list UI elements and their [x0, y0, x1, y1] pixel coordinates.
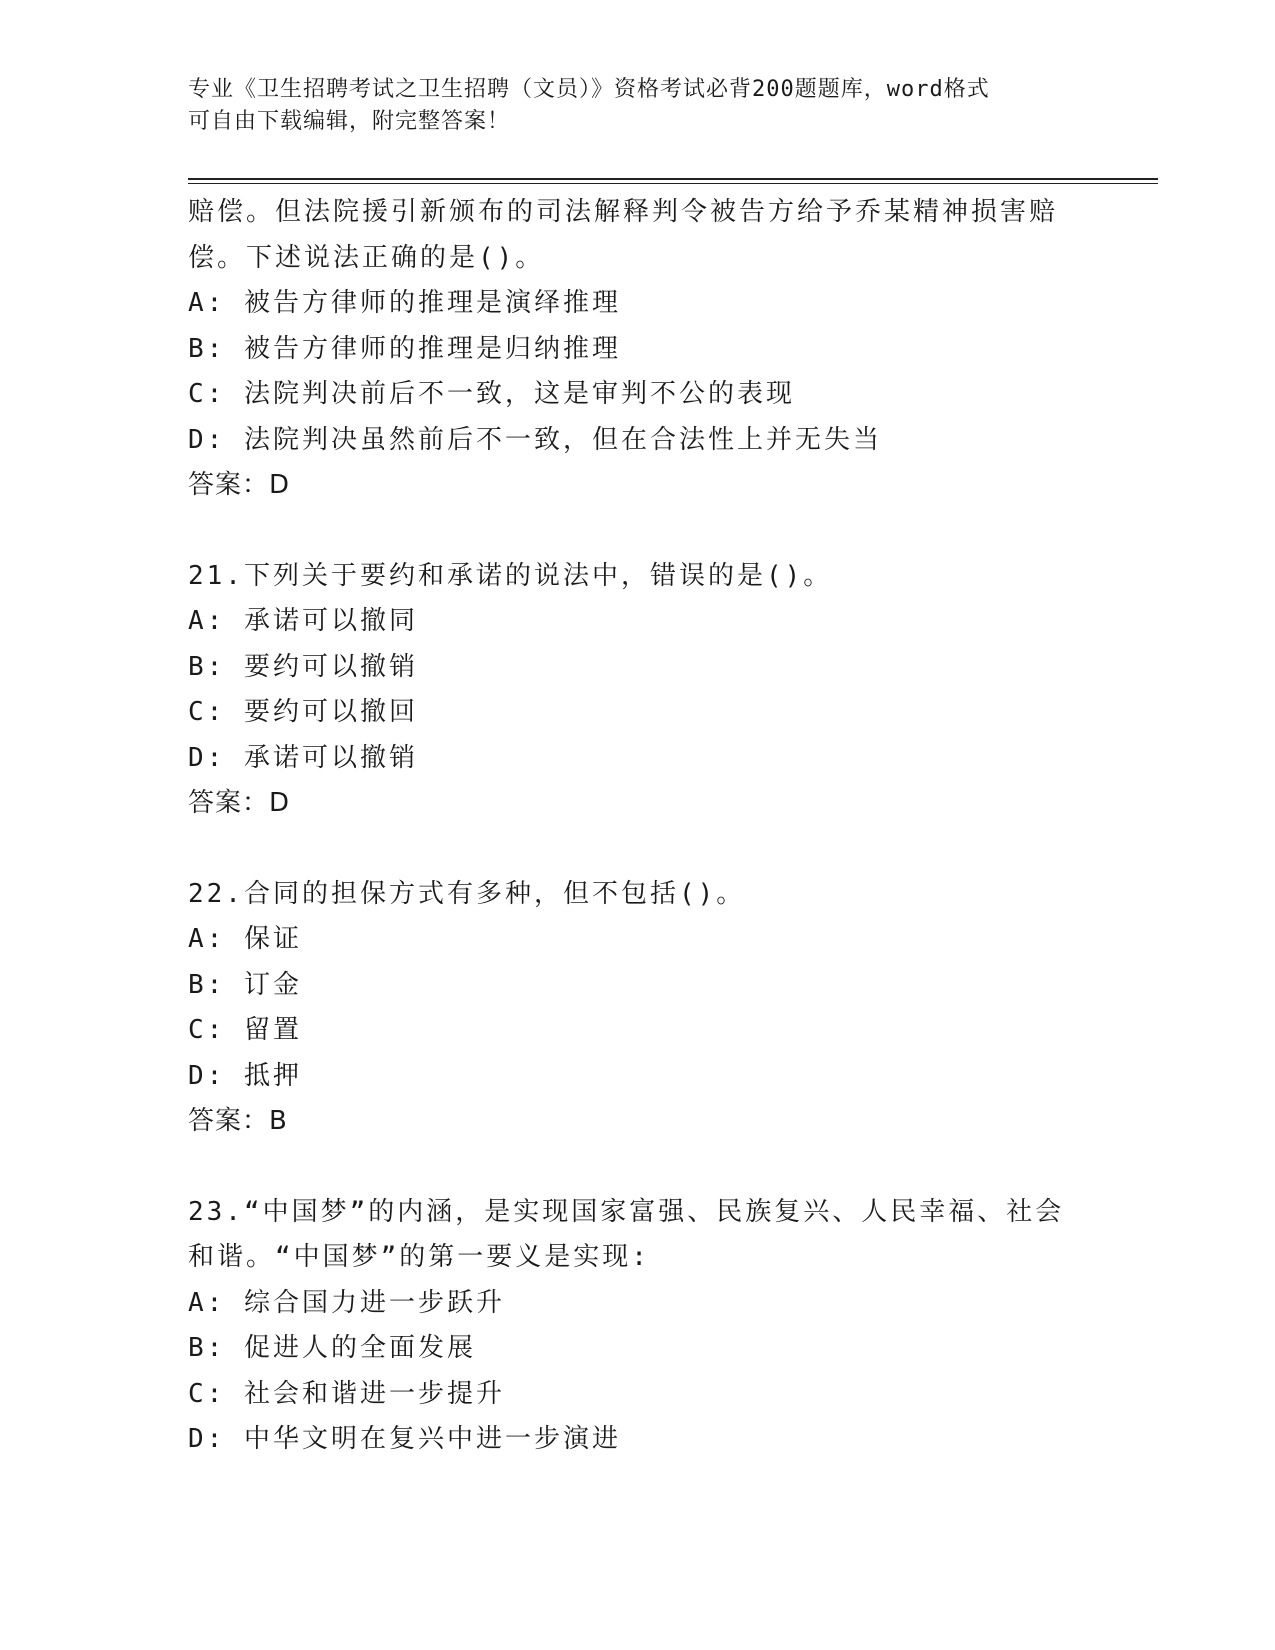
- question-stem: 21.下列关于要约和承诺的说法中，错误的是()。: [188, 560, 833, 591]
- question-stem-line: 23.“中国梦”的内涵，是实现国家富强、民族复兴、人民幸福、社会: [188, 1196, 1065, 1227]
- option-a: A: 保证: [188, 924, 302, 954]
- option-c: C: 社会和谐进一步提升: [188, 1378, 505, 1409]
- answer-line: 答案：D: [188, 470, 291, 500]
- option-d: D: 中华文明在复兴中进一步演进: [188, 1424, 621, 1454]
- option-a: A: 被告方律师的推理是演绎推理: [188, 288, 621, 318]
- question-block-23: [188, 1190, 1088, 1463]
- header-rule-bottom: [188, 183, 1158, 184]
- header-title-line-2: 可自由下载编辑，附完整答案！: [188, 109, 511, 134]
- header-title-line-1: 专业《卫生招聘考试之卫生招聘（文员）》资格考试必背200题题库，word格式: [188, 77, 990, 102]
- question-stem-line: 和谐。“中国梦”的第一要义是实现:: [188, 1242, 650, 1272]
- option-c: C: 要约可以撤回: [188, 697, 418, 727]
- option-b: B: 促进人的全面发展: [188, 1333, 476, 1363]
- option-d: D: 抵押: [188, 1060, 302, 1091]
- question-block-22: [188, 872, 1088, 1145]
- question-stem-line: 赔偿。但法院援引新颁布的司法解释判令被告方给予乔某精神损害赔: [188, 197, 1059, 227]
- question-block-continued: [188, 190, 1088, 509]
- answer-line: 答案：D: [188, 788, 291, 818]
- answer-line: 答案：B: [188, 1106, 288, 1136]
- option-c: C: 法院判决前后不一致，这是审判不公的表现: [188, 379, 795, 409]
- option-a: A: 承诺可以撤同: [188, 606, 418, 636]
- spacer: [188, 509, 1088, 554]
- option-d: D: 承诺可以撤销: [188, 742, 418, 773]
- option-b: B: 要约可以撤销: [188, 651, 418, 682]
- question-stem: 22.合同的担保方式有多种，但不包括()。: [188, 878, 746, 909]
- option-d: D: 法院判决虽然前后不一致，但在合法性上并无失当: [188, 424, 882, 455]
- option-b: B: 订金: [188, 969, 302, 1000]
- document-body: [188, 190, 1088, 1463]
- option-a: A: 综合国力进一步跃升: [188, 1287, 505, 1318]
- header-rule-top: [188, 178, 1158, 180]
- spacer: [188, 1145, 1088, 1190]
- question-block-21: [188, 554, 1088, 827]
- option-c: C: 留置: [188, 1015, 302, 1045]
- question-stem-line: 偿。下述说法正确的是()。: [188, 242, 545, 273]
- spacer: [188, 827, 1088, 872]
- document-header: [188, 74, 1068, 138]
- option-b: B: 被告方律师的推理是归纳推理: [188, 333, 621, 364]
